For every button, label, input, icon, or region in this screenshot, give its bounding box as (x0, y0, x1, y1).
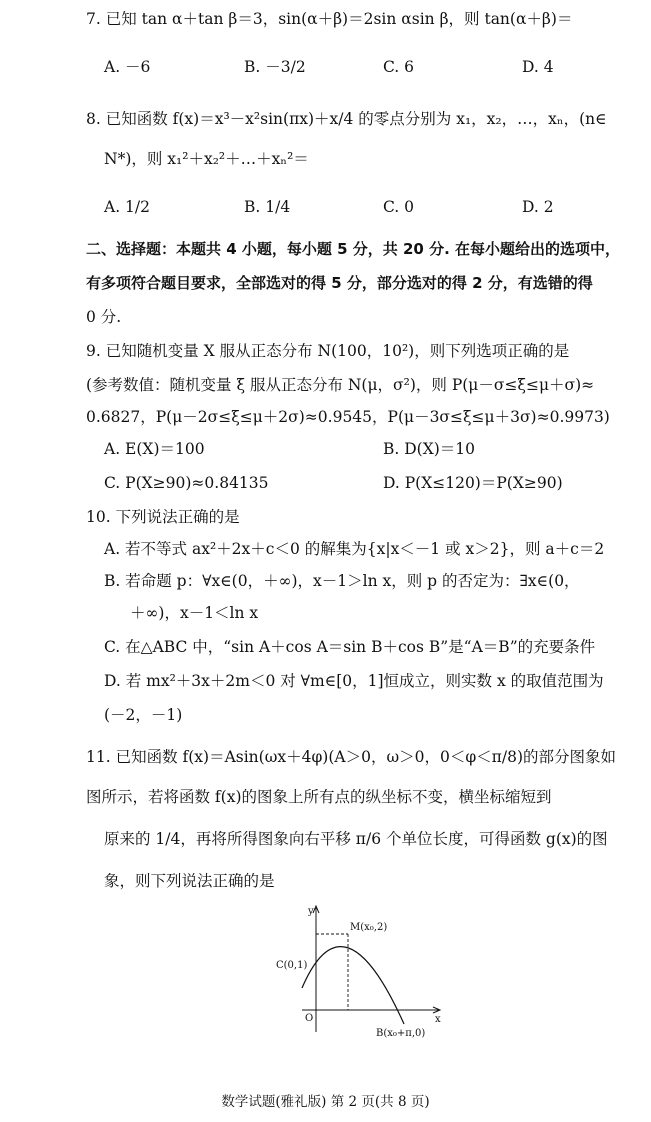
q8-option-d: D. 2 (522, 198, 554, 216)
section2-line3: 0 分. (86, 308, 122, 326)
q10-option-b-line2: ＋∞)，x－1＜ln x (130, 604, 259, 622)
label-c: C(0,1) (276, 960, 308, 971)
q8-option-a: A. 1/2 (104, 198, 150, 216)
label-o: O (305, 1013, 314, 1024)
q7-option-d: D. 4 (522, 58, 554, 76)
q10-option-a: A. 若不等式 ax²＋2x＋c＜0 的解集为{x|x＜－1 或 x＞2}，则 a＋c＝2 (104, 540, 605, 558)
q11-line2: 图所示，若将函数 f(x)的图象上所有点的纵坐标不变，横坐标缩短到 (86, 788, 552, 806)
q10-stem: 10. 下列说法正确的是 (86, 508, 240, 526)
q9-option-a: A. E(X)＝100 (104, 440, 205, 458)
q9-ref-line2: 0.6827，P(μ－2σ≤ξ≤μ＋2σ)≈0.9545，P(μ－3σ≤ξ≤μ＋3σ)≈0.9973) (86, 408, 610, 426)
q8-stem-line1: 8. 已知函数 f(x)＝x³－x²sin(πx)＋x/4 的零点分别为 x₁，x₂，…，xₙ，(n∈ (86, 110, 607, 128)
q10-option-c: C. 在△ABC 中，“sin A＋cos A＝sin B＋cos B”是“A＝B”的充要条件 (104, 638, 596, 656)
q11-line3: 原来的 1/4，再将所得图象向右平移 π/6 个单位长度，可得函数 g(x)的图 (104, 830, 608, 848)
q11-line4: 象，则下列说法正确的是 (104, 872, 275, 890)
q7-option-b: B. －3/2 (244, 58, 306, 76)
q10-option-b-line1: B. 若命题 p：∀x∈(0，＋∞)，x－1＞ln x，则 p 的否定为：∃x∈(0， (104, 572, 580, 590)
q7-stem: 7. 已知 tan α＋tan β＝3，sin(α＋β)＝2sin αsin β，则 tan(α＋β)＝ (86, 10, 573, 28)
page-footer: 数学试题(雅礼版) 第 2 页(共 8 页) (221, 1094, 430, 1110)
q9-ref-line1: (参考数值：随机变量 ξ 服从正态分布 N(μ，σ²)，则 P(μ－σ≤ξ≤μ＋σ)≈ (86, 376, 595, 394)
function-graph (272, 900, 452, 1040)
label-m: M(x₀,2) (350, 922, 388, 933)
section2-line1: 二、选择题：本题共 4 小题，每小题 5 分，共 20 分. 在每小题给出的选项中， (86, 240, 621, 258)
q7-option-a: A. －6 (104, 58, 151, 76)
q9-option-b: B. D(X)＝10 (383, 440, 476, 458)
q8-option-b: B. 1/4 (244, 198, 291, 216)
label-b: B(x₀+π,0) (376, 1028, 426, 1039)
section2-line2: 有多项符合题目要求，全部选对的得 5 分，部分选对的得 2 分，有选错的得 (86, 274, 593, 292)
q9-stem: 9. 已知随机变量 X 服从正态分布 N(100，10²)，则下列选项正确的是 (86, 342, 570, 360)
q8-option-c: C. 0 (383, 198, 415, 216)
q10-option-d-line1: D. 若 mx²＋3x＋2m＜0 对 ∀m∈[0，1]恒成立，则实数 x 的取值范围为 (104, 672, 604, 690)
q10-option-d-line2: (－2，－1) (104, 706, 183, 724)
label-x: x (435, 1014, 441, 1025)
label-y: y (308, 906, 314, 917)
q11-line1: 11. 已知函数 f(x)＝Asin(ωx＋4φ)(A＞0，ω＞0，0＜φ＜π/8)的部分图象如 (86, 748, 616, 766)
sine-curve (302, 947, 404, 1024)
q7-option-c: C. 6 (383, 58, 415, 76)
q8-stem-line2: N*)，则 x₁²＋x₂²＋…＋xₙ²＝ (104, 150, 309, 168)
q9-option-c: C. P(X≥90)≈0.84135 (104, 474, 269, 492)
q9-option-d: D. P(X≤120)＝P(X≥90) (383, 474, 563, 492)
